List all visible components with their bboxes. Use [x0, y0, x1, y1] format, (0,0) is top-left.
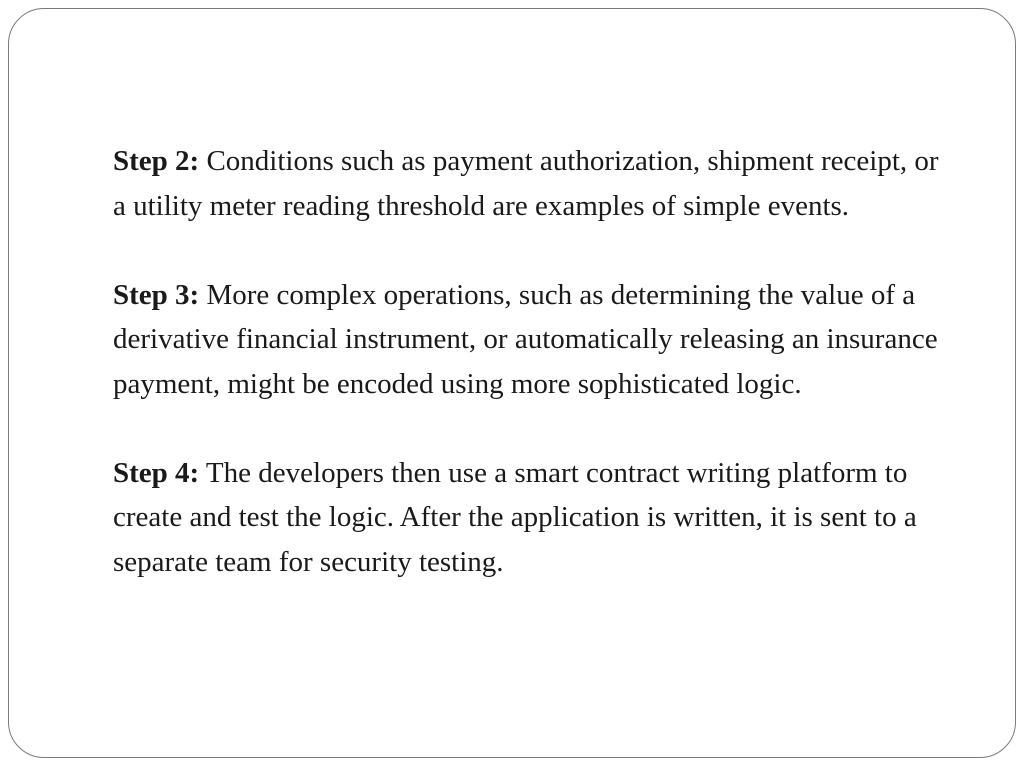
- step-2-paragraph: [113, 139, 953, 228]
- step-4-paragraph: [113, 451, 953, 585]
- step-4-label: Step 4:: [113, 456, 200, 489]
- step-2-text: Conditions such as payment authorization, shipment receipt, or a utility meter reading threshold are examples of simple events.: [113, 145, 939, 222]
- step-4-text: The developers then use a smart contract writing platform to create and test the logic. After the application is written, it is sent to a separate team for security testing.: [113, 456, 917, 578]
- step-2-label: Step 2:: [113, 145, 200, 177]
- step-3-label: Step 3:: [113, 278, 200, 311]
- slide-body: [113, 139, 953, 584]
- step-3-text: More complex operations, such as determining the value of a derivative financial instrument, or automatically releasing an insurance payment, might be encoded using more sophisticated logic.: [113, 278, 938, 400]
- step-3-paragraph: [113, 273, 953, 407]
- slide-frame: [8, 8, 1016, 758]
